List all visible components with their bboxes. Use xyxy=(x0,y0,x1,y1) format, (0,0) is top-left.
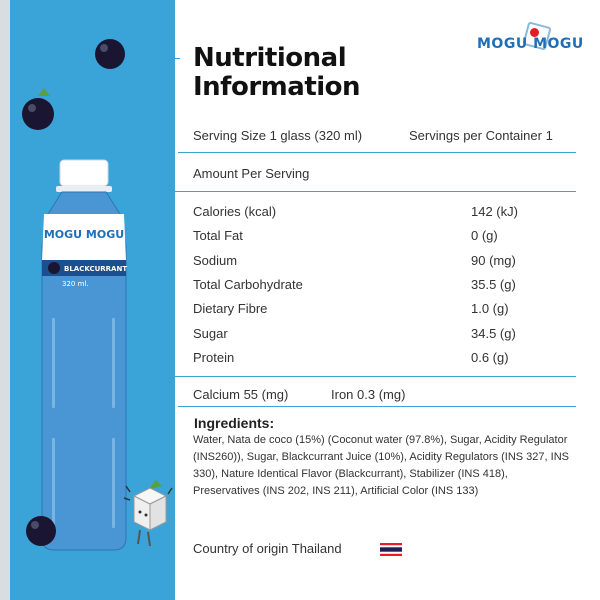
minerals-divider xyxy=(112,376,576,377)
serving-size: Serving Size 1 glass (320 ml) xyxy=(193,128,363,143)
title-line-1: Nutritional xyxy=(193,43,347,73)
nutrient-value-sodium: 90 (mg) xyxy=(471,253,516,268)
nutrient-value-total-carbohydrate: 35.5 (g) xyxy=(471,277,516,292)
nutrient-value-protein: 0.6 (g) xyxy=(471,350,509,365)
ingredients-divider xyxy=(178,406,576,407)
thailand-flag-icon xyxy=(380,543,402,556)
blackcurrant-top-icon xyxy=(90,34,130,74)
ingredients-text: Water, Nata de coco (15%) (Coconut water (97.8%), Sugar, Acidity Regulator (INS260)), Sugar, Blackcurrant Juice (10%), Acidity Regulators (INS 327, INS 330), Nature Identical Flavor (Blackcurrant), Stabilizer (INS 418), Preservatives (INS 202, INS 211), Artificial Color (INS 133) xyxy=(193,434,569,497)
nutrient-label-sodium: Sodium xyxy=(193,253,238,268)
amount-divider xyxy=(112,191,576,192)
nutrient-label-total-fat: Total Fat xyxy=(193,228,243,243)
serving-divider xyxy=(178,152,576,153)
nutrient-value-total-fat: 0 (g) xyxy=(471,228,498,243)
country-of-origin: Country of origin Thailand xyxy=(193,541,342,556)
nutrient-label-protein: Protein xyxy=(193,350,235,365)
blackcurrant-bottom-icon xyxy=(22,512,60,550)
blackcurrant-left-icon xyxy=(16,88,60,138)
logo-text: MOGU MOGU xyxy=(477,36,584,52)
amount-per-serving: Amount Per Serving xyxy=(193,166,310,181)
brand-logo xyxy=(473,24,584,70)
mascot-cube-icon xyxy=(120,472,180,554)
grey-edge-strip xyxy=(0,0,10,600)
nutrient-value-calories: 142 (kJ) xyxy=(471,204,518,219)
bottle-volume-label: 320 ml. xyxy=(62,280,89,288)
bottle-brand-label: MOGU MOGU xyxy=(43,228,125,241)
nutrient-value-dietary-fibre: 1.0 (g) xyxy=(471,301,509,316)
title-line-2: Information xyxy=(193,72,361,102)
page-title xyxy=(193,44,360,102)
bottle-flavor-label: BLACKCURRANT xyxy=(64,265,128,273)
nutrient-value-sugar: 34.5 (g) xyxy=(471,326,516,341)
nutrient-label-sugar: Sugar xyxy=(193,326,228,341)
nutrient-label-total-carbohydrate: Total Carbohydrate xyxy=(193,277,303,292)
calcium-value: Calcium 55 (mg) xyxy=(193,387,289,402)
servings-per-container: Servings per Container 1 xyxy=(409,128,553,143)
blackcurrant-icon xyxy=(48,262,60,274)
nutrient-label-dietary-fibre: Dietary Fibre xyxy=(193,301,268,316)
iron-value: Iron 0.3 (mg) xyxy=(331,387,406,402)
ingredients-heading: Ingredients: xyxy=(194,415,275,431)
nutrient-label-calories: Calories (kcal) xyxy=(193,204,277,219)
